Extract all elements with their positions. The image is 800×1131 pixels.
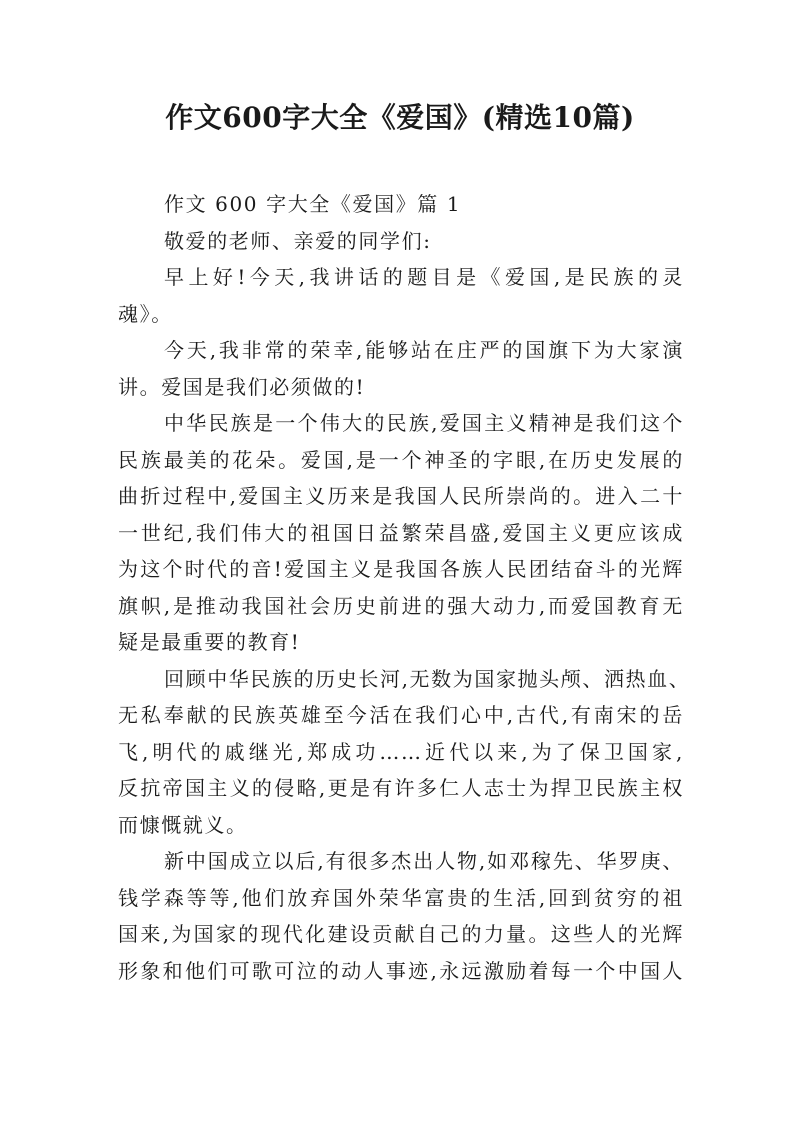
paragraph-line: 国来,为国家的现代化建设贡献自己的力量。这些人的光辉 bbox=[118, 922, 684, 946]
paragraph-line: 中华民族是一个伟大的民族,爱国主义精神是我们这个 bbox=[164, 411, 684, 435]
paragraph-line: 钱学森等等,他们放弃国外荣华富贵的生活,回到贫穷的祖 bbox=[118, 885, 684, 910]
paragraph-line: 疑是最重要的教育! bbox=[118, 630, 301, 654]
document-title: 作文600字大全《爱国》(精选10篇) bbox=[165, 101, 635, 134]
paragraph-line: 早上好!今天,我讲话的题目是《爱国,是民族的灵 bbox=[164, 265, 684, 289]
section-heading: 作文 600 字大全《爱国》篇 1 bbox=[164, 192, 462, 216]
paragraph-line: 无私奉献的民族英雄至今活在我们心中,古代,有南宋的岳 bbox=[118, 703, 684, 727]
paragraph-line: 回顾中华民族的历史长河,无数为国家抛头颅、洒热血、 bbox=[164, 666, 691, 691]
salutation: 敬爱的老师、亲爱的同学们: bbox=[164, 228, 432, 253]
paragraph-line: 曲折过程中,爱国主义历来是我国人民所崇尚的。进入二十 bbox=[118, 484, 684, 508]
paragraph-line: 新中国成立以后,有很多杰出人物,如邓稼先、华罗庚、 bbox=[164, 849, 684, 873]
paragraph-line: 飞,明代的戚继光,郑成功……近代以来,为了保卫国家, bbox=[118, 739, 684, 764]
paragraph-line: 而慷慨就义。 bbox=[118, 812, 248, 837]
paragraph-line: 魂》。 bbox=[118, 301, 173, 326]
paragraph-line: 反抗帝国主义的侵略,更是有许多仁人志士为捍卫民族主权 bbox=[118, 776, 684, 800]
paragraph-line: 旗帜,是推动我国社会历史前进的强大动力,而爱国教育无 bbox=[118, 593, 684, 618]
paragraph-line: 民族最美的花朵。爱国,是一个神圣的字眼,在历史发展的 bbox=[118, 447, 684, 472]
paragraph-line: 讲。爱国是我们必须做的! bbox=[118, 374, 366, 399]
document-body bbox=[118, 186, 691, 989]
paragraph-line: 今天,我非常的荣幸,能够站在庄严的国旗下为大家演 bbox=[164, 338, 684, 362]
paragraph-line: 为这个时代的音!爱国主义是我国各族人民团结奋斗的光辉 bbox=[118, 557, 684, 581]
paragraph-line: 形象和他们可歌可泣的动人事迹,永远激励着每一个中国人 bbox=[118, 958, 684, 983]
paragraph-line: 一世纪,我们伟大的祖国日益繁荣昌盛,爱国主义更应该成 bbox=[118, 520, 684, 545]
